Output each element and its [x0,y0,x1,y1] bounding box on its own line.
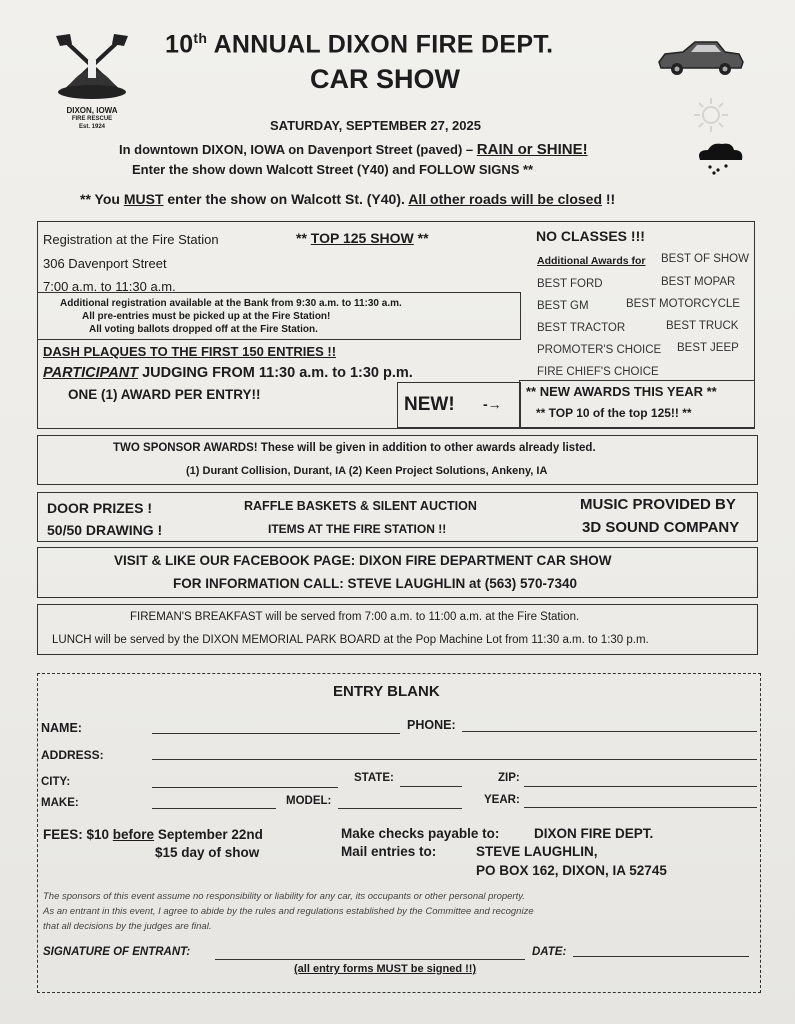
enter-directions: Enter the show down Walcott Street (Y40) and FOLLOW SIGNS ** [132,162,534,177]
model-field[interactable] [338,808,462,809]
signature-label: SIGNATURE OF ENTRANT: [43,946,191,958]
registration-line-2: 306 Davenport Street [43,256,167,271]
fire-department-logo [52,32,136,108]
top-10-award: ** TOP 10 of the top 125!! ** [536,406,692,420]
door-prizes: DOOR PRIZES ! [47,500,153,516]
award-item: BEST GM [537,300,589,312]
address-field[interactable] [152,759,757,760]
registration-line-1: Registration at the Fire Station [43,232,219,247]
mail-name: STEVE LAUGHLIN, [476,844,598,859]
zip-label: ZIP: [498,772,520,784]
make-field[interactable] [152,808,276,809]
new-label: NEW! [404,394,455,415]
logo-line-2: FIRE RESCUE [71,116,113,122]
facebook-page: VISIT & LIKE OUR FACEBOOK PAGE: DIXON FIRE DEPARTMENT CAR SHOW [114,553,612,568]
disclaimer-line-2: As an entrant in this event, I agree to abide by the rules and regulations established by the Committee and recognize [43,906,534,917]
logo-line-3: Est. 1924 [78,124,106,130]
registration-line-3: 7:00 a.m. to 11:30 a.m. [43,279,176,294]
sponsor-awards-text: TWO SPONSOR AWARDS! These will be given in addition to other awards already listed. [113,442,596,454]
award-item: BEST TRACTOR [537,322,626,334]
music-provided-by: MUSIC PROVIDED BY [580,496,736,513]
year-field[interactable] [524,807,757,808]
participant-judging: PARTICIPANT JUDGING FROM 11:30 a.m. to 1:30 p.m. [43,365,413,381]
top-125-show: ** TOP 125 SHOW ** [296,230,429,246]
award-item: BEST JEEP [677,342,739,354]
sponsor-names: (1) Durant Collision, Durant, IA (2) Keen Project Solutions, Ankeny, IA [186,465,548,477]
city-label: CITY: [41,776,71,788]
fees-day-of-show: $15 day of show [155,845,260,860]
year-label: YEAR: [484,794,520,806]
fifty-fifty-drawing: 50/50 DRAWING ! [47,522,163,538]
address-label: ADDRESS: [41,748,104,762]
make-label: MAKE: [41,797,79,809]
award-item: PROMOTER'S CHOICE [537,344,662,356]
dash-plaques: DASH PLAQUES TO THE FIRST 150 ENTRIES !! [43,344,337,359]
sound-company: 3D SOUND COMPANY [582,519,740,536]
additional-registration-line-2: All pre-entries must be picked up at the Fire Station! [82,311,331,322]
sun-icon [692,96,730,134]
new-awards-heading: ** NEW AWARDS THIS YEAR ** [526,384,717,399]
award-item: BEST OF SHOW [661,253,749,265]
award-item: BEST FORD [537,278,603,290]
logo-line-1: DIXON, IOWA [66,106,118,115]
zip-field[interactable] [524,786,757,787]
name-label: NAME: [41,721,82,735]
page-title: 10th ANNUAL DIXON FIRE DEPT. [165,30,554,59]
award-item: FIRE CHIEF'S CHOICE [537,366,659,378]
rain-or-shine: RAIN or SHINE! [476,141,588,158]
rain-cloud-icon [694,140,746,176]
additional-awards-label: Additional Awards for [537,255,646,267]
mail-label: Mail entries to: [341,844,437,859]
disclaimer-line-3: that all decisions by the judges are final. [43,921,212,932]
signature-field[interactable] [215,959,525,960]
award-item: BEST TRUCK [666,320,739,332]
must-enter-notice: ** You MUST enter the show on Walcott St. (Y40). All other roads will be closed !! [80,191,616,207]
phone-label: PHONE: [407,718,456,732]
information-contact: FOR INFORMATION CALL: STEVE LAUGHLIN at (563) 570-7340 [173,576,578,591]
fees-info: FEES: $10 before September 22nd [43,827,263,842]
lunch-info: LUNCH will be served by the DIXON MEMORIAL PARK BOARD at the Pop Machine Lot from 11:30 a.m. to 1:30 p.m. [52,634,649,646]
name-field[interactable] [152,733,400,734]
city-field[interactable] [152,787,338,788]
state-label: STATE: [354,772,394,784]
award-item: BEST MOTORCYCLE [626,298,740,310]
fire-station-items: ITEMS AT THE FIRE STATION !! [268,522,447,536]
breakfast-info: FIREMAN'S BREAKFAST will be served from 7:00 a.m. to 11:00 a.m. at the Fire Station. [130,611,580,623]
arrow-right-icon: -→ [483,396,502,412]
one-award-per-entry: ONE (1) AWARD PER ENTRY!! [68,387,261,402]
classic-car-icon [655,36,745,80]
award-item: BEST MOPAR [661,276,736,288]
additional-registration-line-1: Additional registration available at the Bank from 9:30 a.m. to 11:30 a.m. [60,298,402,309]
disclaimer-line-1: The sponsors of this event assume no responsibility or liability for any car, its occupants or other personal property. [43,891,525,902]
additional-registration-line-3: All voting ballots dropped off at the Fire Station. [89,324,318,335]
model-label: MODEL: [286,795,332,807]
checks-payee: DIXON FIRE DEPT. [534,826,654,841]
checks-label: Make checks payable to: [341,826,500,841]
event-date: SATURDAY, SEPTEMBER 27, 2025 [270,118,481,133]
event-location: In downtown DIXON, IOWA on Davenport Street (paved) – RAIN or SHINE! [119,141,588,158]
raffle-baskets: RAFFLE BASKETS & SILENT AUCTION [244,499,477,513]
date-label: DATE: [532,946,567,958]
entry-blank-heading: ENTRY BLANK [333,683,440,700]
state-field[interactable] [400,786,462,787]
mail-address: PO BOX 162, DIXON, IA 52745 [476,863,667,878]
no-classes: NO CLASSES !!! [536,228,645,244]
date-field[interactable] [573,956,749,957]
signed-notice: (all entry forms MUST be signed !!) [294,963,477,975]
phone-field[interactable] [462,731,757,732]
page-subtitle: CAR SHOW [310,64,460,94]
